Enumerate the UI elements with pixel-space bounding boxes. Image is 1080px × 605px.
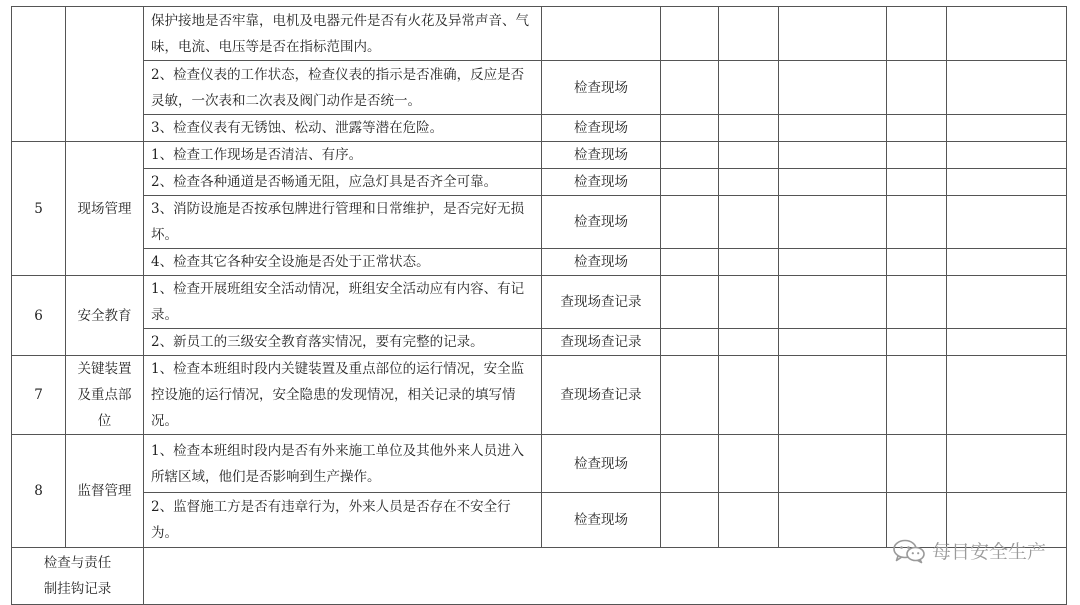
table-row [12,61,1067,115]
check-item: 3、消防设施是否按承包牌进行管理和日常维护，是否完好无损坏。 [144,196,542,249]
check-method: 检查现场 [542,196,661,249]
check-method [542,7,661,61]
watermark-text: 每日安全生产 [931,541,1046,563]
check-item: 1、检查工作现场是否清洁、有序。 [144,142,542,169]
table-row [12,276,1067,329]
check-item: 4、检查其它各种安全设施是否处于正常状态。 [144,249,542,276]
table-row [12,329,1067,356]
section-number: 5 [12,142,66,276]
section-number-cell [12,7,66,142]
footer-label: 检查与责任制挂钩记录 [12,548,144,605]
table-row [12,249,1067,276]
table-row [12,142,1067,169]
section-number: 8 [12,435,66,548]
section-name: 关键装置及重点部位 [66,356,144,435]
section-name-cell [66,7,144,142]
check-method: 检查现场 [542,142,661,169]
check-item: 2、新员工的三级安全教育落实情况，要有完整的记录。 [144,329,542,356]
table-row [12,169,1067,196]
section-name: 监督管理 [66,435,144,548]
section-number: 7 [12,356,66,435]
section-name: 现场管理 [66,142,144,276]
check-method: 检查现场 [542,435,661,493]
check-item: 1、检查本班组时段内关键装置及重点部位的运行情况，安全监控设施的运行情况，安全隐患的发现情况，相关记录的填写情况。 [144,356,542,435]
section-number: 6 [12,276,66,356]
table-row [12,196,1067,249]
check-method: 检查现场 [542,115,661,142]
table-row [12,356,1067,435]
check-item: 1、检查本班组时段内是否有外来施工单位及其他外来人员进入所辖区域，他们是否影响到生产操作。 [144,435,542,493]
check-method: 检查现场 [542,493,661,548]
table-row [12,115,1067,142]
check-method: 查现场查记录 [542,276,661,329]
table-row [12,7,1067,61]
wechat-icon [892,538,926,564]
check-item: 2、检查各种通道是否畅通无阻，应急灯具是否齐全可靠。 [144,169,542,196]
section-name: 安全教育 [66,276,144,356]
check-method: 查现场查记录 [542,356,661,435]
check-item: 2、监督施工方是否有违章行为，外来人员是否存在不安全行为。 [144,493,542,548]
inspection-table [11,6,1067,605]
check-method: 查现场查记录 [542,329,661,356]
check-method: 检查现场 [542,249,661,276]
check-item: 1、检查开展班组安全活动情况，班组安全活动应有内容、有记录。 [144,276,542,329]
watermark [892,537,1046,564]
table-row [12,435,1067,493]
check-item: 保护接地是否牢靠，电机及电器元件是否有火花及异常声音、气味，电流、电压等是否在指标范围内。 [144,7,542,61]
check-item: 2、检查仪表的工作状态，检查仪表的指示是否准确，反应是否灵敏，一次表和二次表及阀门动作是否统一。 [144,61,542,115]
check-item: 3、检查仪表有无锈蚀、松动、泄露等潜在危险。 [144,115,542,142]
check-method: 检查现场 [542,169,661,196]
check-method: 检查现场 [542,61,661,115]
